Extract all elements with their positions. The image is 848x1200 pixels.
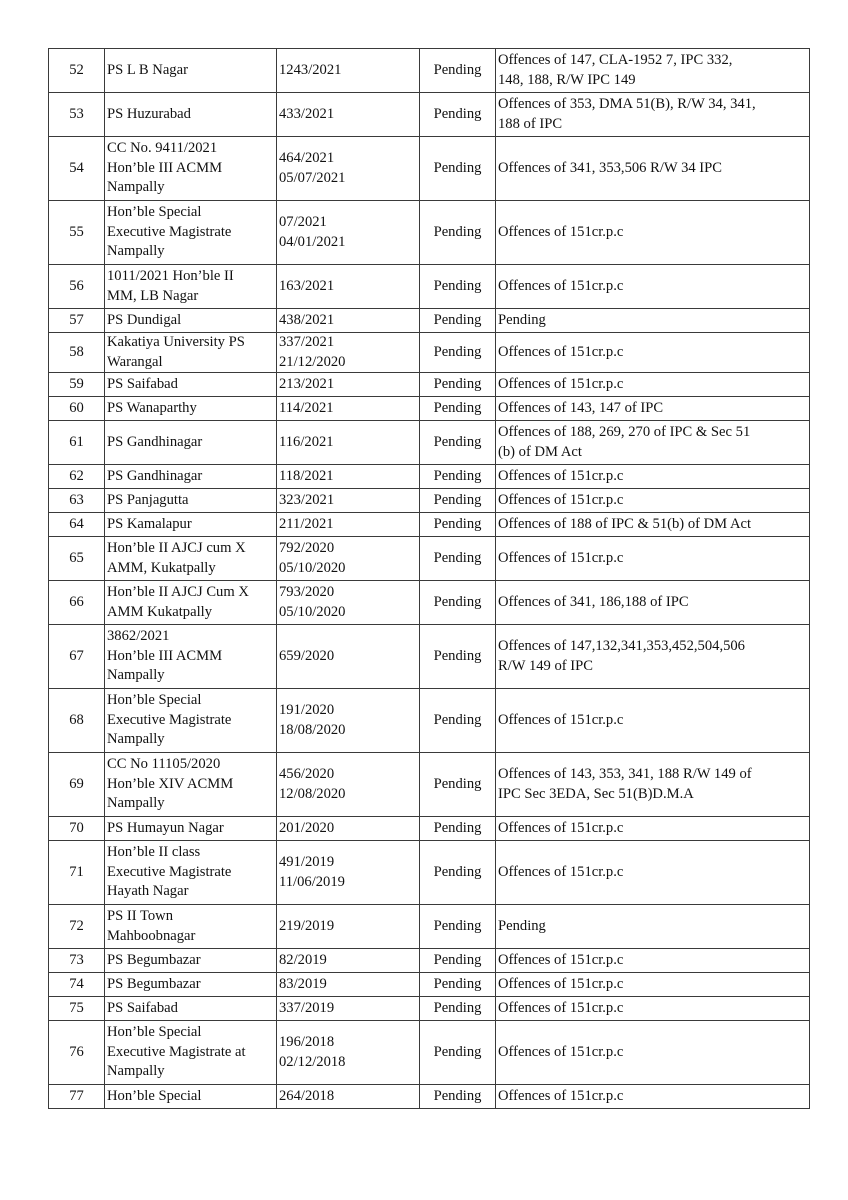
table-row: [49, 137, 810, 201]
offence-cell-line: R/W 149 of IPC: [498, 657, 594, 674]
case-number-cell: [277, 817, 420, 841]
offence-cell-line: Offences of 151cr.p.c: [498, 863, 624, 880]
status-cell: Pending: [420, 689, 496, 753]
authority-cell-line: Hon’ble II AJCJ cum X: [107, 540, 246, 556]
offence-cell: [496, 817, 810, 841]
case-number-cell-line: 18/08/2020: [279, 721, 346, 738]
serial-number-cell: 63: [49, 489, 105, 513]
serial-number-cell: 62: [49, 465, 105, 489]
status-cell: Pending: [420, 421, 496, 465]
case-number-cell: [277, 997, 420, 1021]
authority-cell: [105, 373, 277, 397]
table-row: [49, 581, 810, 625]
case-number-cell: [277, 397, 420, 421]
offence-cell-line: Offences of 188, 269, 270 of IPC & Sec 51: [498, 424, 751, 440]
case-number-cell-line: 792/2020: [279, 540, 335, 556]
serial-number-cell: 71: [49, 841, 105, 905]
offence-cell-line: Offences of 151cr.p.c: [498, 819, 624, 836]
case-number-cell: [277, 625, 420, 689]
authority-cell-line: Hon’ble Special: [107, 1087, 202, 1104]
case-number-cell: [277, 93, 420, 137]
authority-cell-line: PS Begumbazar: [107, 951, 201, 968]
offence-cell-line: Offences of 143, 353, 341, 188 R/W 149 of: [498, 766, 752, 782]
case-number-cell-line: 433/2021: [279, 105, 335, 122]
authority-cell: [105, 997, 277, 1021]
table-row: [49, 817, 810, 841]
case-number-cell-line: 211/2021: [279, 515, 334, 532]
authority-cell: [105, 1085, 277, 1109]
case-number-cell-line: 464/2021: [279, 150, 335, 166]
authority-cell-line: Executive Magistrate: [107, 711, 232, 728]
serial-number-cell: 64: [49, 513, 105, 537]
offence-cell-line: Offences of 147, CLA-1952 7, IPC 332,: [498, 52, 733, 68]
serial-number-cell: 73: [49, 949, 105, 973]
authority-cell-line: CC No 11105/2020: [107, 756, 221, 773]
case-number-cell: [277, 753, 420, 817]
authority-cell-line: Mahboobnagar: [107, 927, 196, 944]
serial-number-cell: 53: [49, 93, 105, 137]
authority-cell: [105, 137, 277, 201]
authority-cell-line: Kakatiya University PS: [107, 334, 245, 350]
offence-cell-line: Offences of 143, 147 of IPC: [498, 399, 664, 416]
serial-number-cell: 76: [49, 1021, 105, 1085]
case-number-cell-line: 118/2021: [279, 467, 334, 484]
serial-number-cell: 61: [49, 421, 105, 465]
case-number-cell: [277, 949, 420, 973]
table-row: [49, 949, 810, 973]
status-cell: Pending: [420, 49, 496, 93]
table-row: [49, 841, 810, 905]
cases-table: [48, 48, 810, 1109]
table-row: [49, 1085, 810, 1109]
status-cell: Pending: [420, 817, 496, 841]
serial-number-cell: 59: [49, 373, 105, 397]
table-row: [49, 373, 810, 397]
status-cell: Pending: [420, 841, 496, 905]
authority-cell-line: Hon’ble II AJCJ Cum X: [107, 584, 249, 600]
authority-cell-line: Hayath Nagar: [107, 883, 189, 900]
offence-cell: [496, 309, 810, 333]
case-number-cell-line: 11/06/2019: [279, 873, 345, 890]
offence-cell-line: Offences of 341, 353,506 R/W 34 IPC: [498, 159, 723, 176]
offence-cell-line: Offences of 341, 186,188 of IPC: [498, 593, 689, 610]
offence-cell: [496, 265, 810, 309]
table-row: [49, 973, 810, 997]
case-number-cell-line: 83/2019: [279, 975, 327, 992]
authority-cell-line: Executive Magistrate at: [107, 1043, 246, 1060]
case-number-cell-line: 12/08/2020: [279, 785, 346, 802]
authority-cell-line: 1011/2021 Hon’ble II: [107, 268, 234, 284]
status-cell: Pending: [420, 489, 496, 513]
status-cell: Pending: [420, 625, 496, 689]
table-row: [49, 309, 810, 333]
case-number-cell: [277, 973, 420, 997]
serial-number-cell: 56: [49, 265, 105, 309]
offence-cell-line: Offences of 188 of IPC & 51(b) of DM Act: [498, 515, 752, 532]
serial-number-cell: 74: [49, 973, 105, 997]
authority-cell-line: AMM, Kukatpally: [107, 559, 216, 576]
authority-cell-line: PS Kamalapur: [107, 515, 192, 532]
offence-cell-line: Offences of 151cr.p.c: [498, 277, 624, 294]
authority-cell-line: CC No. 9411/2021: [107, 140, 218, 157]
serial-number-cell: 68: [49, 689, 105, 753]
case-number-cell-line: 337/2019: [279, 999, 335, 1016]
case-number-cell: [277, 905, 420, 949]
authority-cell: [105, 397, 277, 421]
authority-cell: [105, 537, 277, 581]
serial-number-cell: 66: [49, 581, 105, 625]
authority-cell: [105, 949, 277, 973]
case-number-cell: [277, 49, 420, 93]
authority-cell: [105, 753, 277, 817]
case-number-cell: [277, 465, 420, 489]
authority-cell: [105, 333, 277, 373]
offence-cell-line: Offences of 353, DMA 51(B), R/W 34, 341,: [498, 96, 756, 112]
authority-cell-line: PS Gandhinagar: [107, 433, 203, 450]
authority-cell-line: PS Humayun Nagar: [107, 819, 224, 836]
serial-number-cell: 72: [49, 905, 105, 949]
authority-cell: [105, 201, 277, 265]
offence-cell: [496, 465, 810, 489]
offence-cell-line: 148, 188, R/W IPC 149: [498, 71, 636, 88]
case-number-cell-line: 659/2020: [279, 647, 335, 664]
status-cell: Pending: [420, 1021, 496, 1085]
table-row: [49, 265, 810, 309]
authority-cell-line: Nampally: [107, 795, 165, 812]
offence-cell: [496, 137, 810, 201]
serial-number-cell: 58: [49, 333, 105, 373]
offence-cell: [496, 905, 810, 949]
authority-cell-line: Hon’ble Special: [107, 692, 202, 709]
table-row: [49, 537, 810, 581]
offence-cell-line: Pending: [498, 917, 546, 934]
offence-cell: [496, 201, 810, 265]
offence-cell: [496, 581, 810, 625]
case-number-cell-line: 219/2019: [279, 917, 335, 934]
table-row: [49, 397, 810, 421]
status-cell: Pending: [420, 973, 496, 997]
authority-cell-line: PS Begumbazar: [107, 975, 201, 992]
authority-cell-line: PS Wanaparthy: [107, 399, 197, 416]
authority-cell: [105, 973, 277, 997]
case-number-cell: [277, 537, 420, 581]
authority-cell-line: PS II Town: [107, 908, 174, 924]
authority-cell: [105, 489, 277, 513]
case-number-cell: [277, 373, 420, 397]
status-cell: Pending: [420, 581, 496, 625]
offence-cell-line: Offences of 151cr.p.c: [498, 343, 624, 360]
case-number-cell-line: 04/01/2021: [279, 233, 346, 250]
table-row: [49, 1021, 810, 1085]
case-number-cell-line: 163/2021: [279, 277, 335, 294]
case-number-cell: [277, 309, 420, 333]
authority-cell-line: AMM Kukatpally: [107, 603, 212, 620]
table-row: [49, 333, 810, 373]
offence-cell-line: 188 of IPC: [498, 115, 563, 132]
case-number-cell: [277, 841, 420, 905]
authority-cell: [105, 689, 277, 753]
case-number-cell-line: 264/2018: [279, 1087, 335, 1104]
table-row: [49, 997, 810, 1021]
document-page: [48, 48, 809, 1109]
serial-number-cell: 54: [49, 137, 105, 201]
offence-cell: [496, 1085, 810, 1109]
offence-cell: [496, 1021, 810, 1085]
offence-cell: [496, 949, 810, 973]
case-number-cell-line: 337/2021: [279, 334, 335, 350]
offence-cell-line: Offences of 151cr.p.c: [498, 549, 624, 566]
authority-cell-line: PS Dundigal: [107, 311, 182, 328]
authority-cell-line: Warangal: [107, 353, 163, 370]
status-cell: Pending: [420, 905, 496, 949]
table-row: [49, 201, 810, 265]
case-number-cell-line: 191/2020: [279, 702, 335, 718]
offence-cell: [496, 997, 810, 1021]
authority-cell-line: Hon’ble II class: [107, 844, 201, 861]
serial-number-cell: 67: [49, 625, 105, 689]
offence-cell: [496, 373, 810, 397]
authority-cell: [105, 513, 277, 537]
case-number-cell: [277, 1085, 420, 1109]
case-number-cell: [277, 689, 420, 753]
authority-cell-line: MM, LB Nagar: [107, 287, 199, 304]
table-row: [49, 753, 810, 817]
offence-cell-line: Offences of 147,132,341,353,452,504,506: [498, 638, 745, 654]
offence-cell-line: Offences of 151cr.p.c: [498, 711, 624, 728]
authority-cell-line: Nampally: [107, 1063, 165, 1080]
table-row: [49, 689, 810, 753]
offence-cell-line: Offences of 151cr.p.c: [498, 951, 624, 968]
offence-cell: [496, 421, 810, 465]
authority-cell-line: PS Saifabad: [107, 375, 178, 392]
offence-cell-line: Offences of 151cr.p.c: [498, 491, 624, 508]
authority-cell-line: Executive Magistrate: [107, 223, 232, 240]
case-number-cell: [277, 333, 420, 373]
case-number-cell-line: 05/07/2021: [279, 169, 346, 186]
table-row: [49, 625, 810, 689]
authority-cell: [105, 905, 277, 949]
authority-cell-line: PS Gandhinagar: [107, 467, 203, 484]
authority-cell: [105, 625, 277, 689]
serial-number-cell: 55: [49, 201, 105, 265]
offence-cell-line: Offences of 151cr.p.c: [498, 1043, 624, 1060]
case-number-cell-line: 491/2019: [279, 854, 335, 870]
case-number-cell-line: 02/12/2018: [279, 1053, 346, 1070]
authority-cell-line: Hon’ble XIV ACMM: [107, 775, 234, 792]
status-cell: Pending: [420, 997, 496, 1021]
status-cell: Pending: [420, 949, 496, 973]
table-row: [49, 905, 810, 949]
status-cell: Pending: [420, 537, 496, 581]
case-number-cell-line: 456/2020: [279, 766, 335, 782]
case-number-cell: [277, 489, 420, 513]
case-number-cell-line: 07/2021: [279, 214, 327, 230]
authority-cell: [105, 265, 277, 309]
status-cell: Pending: [420, 333, 496, 373]
serial-number-cell: 65: [49, 537, 105, 581]
authority-cell-line: PS Panjagutta: [107, 491, 189, 508]
authority-cell-line: 3862/2021: [107, 628, 170, 645]
serial-number-cell: 77: [49, 1085, 105, 1109]
offence-cell-line: Offences of 151cr.p.c: [498, 1087, 624, 1104]
case-number-cell-line: 05/10/2020: [279, 603, 346, 620]
table-row: [49, 49, 810, 93]
authority-cell-line: Nampally: [107, 243, 165, 260]
authority-cell: [105, 1021, 277, 1085]
cases-table-body: [49, 49, 810, 1109]
offence-cell: [496, 689, 810, 753]
authority-cell-line: PS Huzurabad: [107, 105, 191, 122]
offence-cell-line: Offences of 151cr.p.c: [498, 999, 624, 1016]
authority-cell-line: Executive Magistrate: [107, 863, 232, 880]
offence-cell-line: Offences of 151cr.p.c: [498, 467, 624, 484]
case-number-cell-line: 438/2021: [279, 311, 335, 328]
authority-cell-line: Hon’ble Special: [107, 204, 202, 221]
case-number-cell-line: 793/2020: [279, 584, 335, 600]
offence-cell: [496, 625, 810, 689]
case-number-cell-line: 114/2021: [279, 399, 334, 416]
authority-cell: [105, 309, 277, 333]
offence-cell-line: Pending: [498, 311, 546, 328]
case-number-cell-line: 116/2021: [279, 433, 334, 450]
status-cell: Pending: [420, 137, 496, 201]
offence-cell: [496, 841, 810, 905]
authority-cell: [105, 93, 277, 137]
serial-number-cell: 57: [49, 309, 105, 333]
offence-cell: [496, 973, 810, 997]
offence-cell: [496, 537, 810, 581]
serial-number-cell: 60: [49, 397, 105, 421]
status-cell: Pending: [420, 397, 496, 421]
authority-cell-line: PS Saifabad: [107, 999, 178, 1016]
table-row: [49, 465, 810, 489]
offence-cell: [496, 513, 810, 537]
offence-cell: [496, 93, 810, 137]
authority-cell: [105, 421, 277, 465]
authority-cell: [105, 841, 277, 905]
case-number-cell: [277, 201, 420, 265]
offence-cell: [496, 489, 810, 513]
authority-cell: [105, 581, 277, 625]
case-number-cell: [277, 421, 420, 465]
authority-cell: [105, 817, 277, 841]
case-number-cell-line: 201/2020: [279, 819, 335, 836]
table-row: [49, 421, 810, 465]
serial-number-cell: 69: [49, 753, 105, 817]
serial-number-cell: 52: [49, 49, 105, 93]
authority-cell-line: Nampally: [107, 731, 165, 748]
status-cell: Pending: [420, 93, 496, 137]
offence-cell: [496, 333, 810, 373]
status-cell: Pending: [420, 201, 496, 265]
offence-cell: [496, 397, 810, 421]
offence-cell-line: (b) of DM Act: [498, 443, 582, 460]
case-number-cell-line: 82/2019: [279, 951, 327, 968]
status-cell: Pending: [420, 373, 496, 397]
status-cell: Pending: [420, 1085, 496, 1109]
offence-cell-line: IPC Sec 3EDA, Sec 51(B)D.M.A: [498, 785, 694, 802]
table-row: [49, 513, 810, 537]
status-cell: Pending: [420, 753, 496, 817]
case-number-cell: [277, 513, 420, 537]
authority-cell: [105, 465, 277, 489]
authority-cell-line: Hon’ble III ACMM: [107, 159, 223, 176]
authority-cell: [105, 49, 277, 93]
table-row: [49, 93, 810, 137]
case-number-cell: [277, 265, 420, 309]
case-number-cell-line: 323/2021: [279, 491, 335, 508]
authority-cell-line: Hon’ble Special: [107, 1024, 202, 1041]
serial-number-cell: 70: [49, 817, 105, 841]
case-number-cell: [277, 1021, 420, 1085]
offence-cell: [496, 49, 810, 93]
case-number-cell-line: 213/2021: [279, 375, 335, 392]
serial-number-cell: 75: [49, 997, 105, 1021]
authority-cell-line: Hon’ble III ACMM: [107, 647, 223, 664]
table-row: [49, 489, 810, 513]
status-cell: Pending: [420, 513, 496, 537]
case-number-cell: [277, 137, 420, 201]
offence-cell-line: Offences of 151cr.p.c: [498, 375, 624, 392]
status-cell: Pending: [420, 265, 496, 309]
case-number-cell-line: 21/12/2020: [279, 353, 346, 370]
status-cell: Pending: [420, 309, 496, 333]
case-number-cell: [277, 581, 420, 625]
case-number-cell-line: 196/2018: [279, 1034, 335, 1050]
authority-cell-line: Nampally: [107, 667, 165, 684]
authority-cell-line: PS L B Nagar: [107, 61, 188, 78]
authority-cell-line: Nampally: [107, 179, 165, 196]
offence-cell-line: Offences of 151cr.p.c: [498, 975, 624, 992]
case-number-cell-line: 1243/2021: [279, 61, 342, 78]
case-number-cell-line: 05/10/2020: [279, 559, 346, 576]
offence-cell-line: Offences of 151cr.p.c: [498, 223, 624, 240]
status-cell: Pending: [420, 465, 496, 489]
offence-cell: [496, 753, 810, 817]
